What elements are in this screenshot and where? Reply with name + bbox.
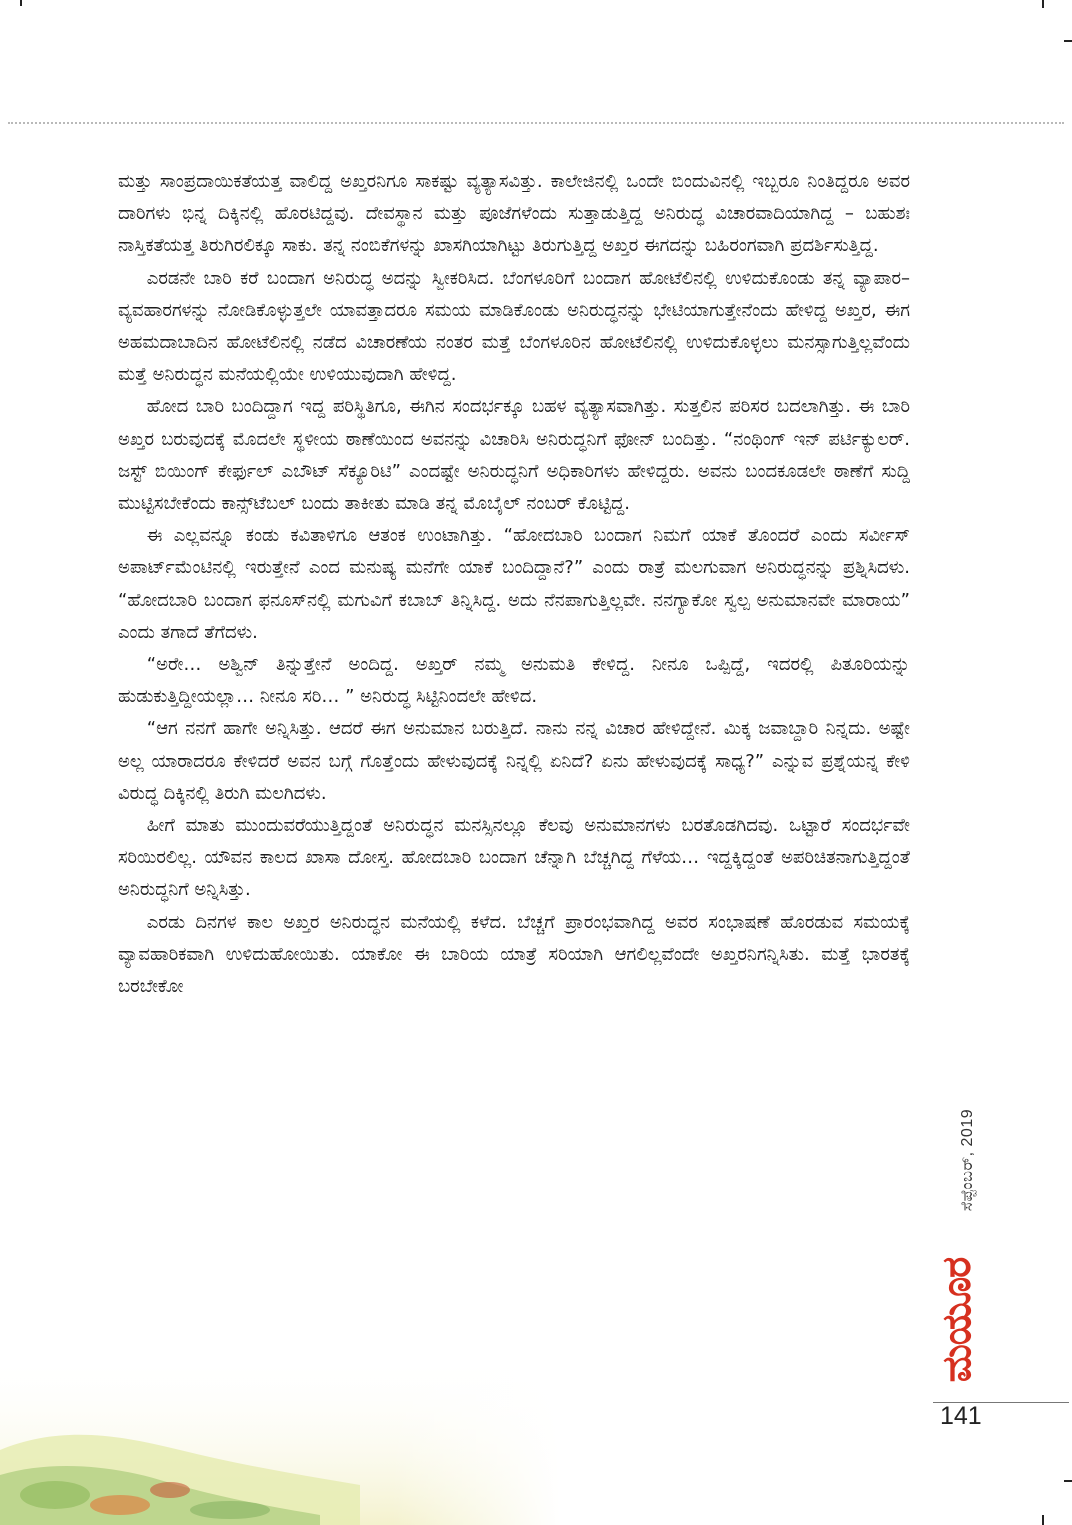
article-body bbox=[118, 166, 910, 1003]
crop-mark-right-bottom bbox=[1064, 1480, 1072, 1482]
paragraph: ಈ ಎಲ್ಲವನ್ನೂ ಕಂಡು ಕವಿತಾಳಿಗೂ ಆತಂಕ ಉಂಟಾಗಿತ್ತು. “ಹೋದಬಾರಿ ಬಂದಾಗ ನಿಮಗೆ ಯಾಕೆ ತೊಂದರೆ ಎಂದು ಸರ್ವೀಸ್ ಅಪಾರ್ಟ್‌ಮೆಂಟಿನಲ್ಲಿ ಇರುತ್ತೇನೆ ಎಂದ ಮನುಷ್ಯ ಮನೆಗೇ ಯಾಕೆ ಬಂದಿದ್ದಾನೆ?” ಎಂದು ರಾತ್ರೆ ಮಲಗುವಾಗ ಅನಿರುದ್ಧನನ್ನು ಪ್ರಶ್ನಿಸಿದಳು. “ಹೋದಬಾರಿ ಬಂದಾಗ ಫನೂಸ್‌ನಲ್ಲಿ ಮಗುವಿಗೆ ಕಬಾಬ್ ತಿನ್ನಿಸಿದ್ದ. ಅದು ನೆನಪಾಗುತ್ತಿಲ್ಲವೇ. ನನಗ್ಯಾಕೋ ಸ್ವಲ್ಪ ಅನುಮಾನವೇ ಮಾರಾಯ” ಎಂದು ತಗಾದೆ ತೆಗೆದಳು. bbox=[118, 525, 910, 643]
paragraph: ಹೋದ ಬಾರಿ ಬಂದಿದ್ದಾಗ ಇದ್ದ ಪರಿಸ್ಥಿತಿಗೂ, ಈಗಿನ ಸಂದರ್ಭಕ್ಕೂ ಬಹಳ ವ್ಯತ್ಯಾಸವಾಗಿತ್ತು. ಸುತ್ತಲಿನ ಪರಿಸರ ಬದಲಾಗಿತ್ತು. ಈ ಬಾರಿ ಅಖ್ತರ ಬರುವುದಕ್ಕೆ ಮೊದಲೇ ಸ್ಥಳೀಯ ಠಾಣೆಯಿಂದ ಅವನನ್ನು ವಿಚಾರಿಸಿ ಅನಿರುದ್ಧನಿಗೆ ಫೋನ್ ಬಂದಿತ್ತು. “ನಂಥಿಂಗ್ ಇನ್ ಪರ್ಟಿಕ್ಯುಲರ್. ಜಸ್ಟ್ ಬಿಯಿಂಗ್ ಕೇರ್ಫುಲ್ ಎಬೌಟ್ ಸೆಕ್ಯೂರಿಟಿ” ಎಂದಷ್ಟೇ ಅನಿರುದ್ಧನಿಗೆ ಅಧಿಕಾರಿಗಳು ಹೇಳಿದ್ದರು. ಅವನು ಬಂದಕೂಡಲೇ ಠಾಣೆಗೆ ಸುದ್ದಿ ಮುಟ್ಟಿಸಬೇಕೆಂದು ಕಾನ್ಸ್‌ಟೆಬಲ್ ಬಂದು ತಾಕೀತು ಮಾಡಿ ತನ್ನ ಮೊಬೈಲ್ ನಂಬರ್ ಕೊಟ್ಟಿದ್ದ. bbox=[118, 396, 910, 515]
paragraph: “ಆಗ ನನಗೆ ಹಾಗೇ ಅನ್ನಿಸಿತ್ತು. ಆದರೆ ಈಗ ಅನುಮಾನ ಬರುತ್ತಿದೆ. ನಾನು ನನ್ನ ವಿಚಾರ ಹೇಳಿದ್ದೇನೆ. ಮಿಕ್ಕ ಜವಾಬ್ದಾರಿ ನಿನ್ನದು. ಅಷ್ಟೇ ಅಲ್ಲ ಯಾರಾದರೂ ಕೇಳಿದರೆ ಅವನ ಬಗ್ಗೆ ಗೊತ್ತೆಂದು ಹೇಳುವುದಕ್ಕೆ ನಿನ್ನಲ್ಲಿ ಏನಿದೆ? ಏನು ಹೇಳುವುದಕ್ಕೆ ಸಾಧ್ಯ?” ಎನ್ನುವ ಪ್ರಶ್ನೆಯನ್ನ ಕೇಳಿ ವಿರುದ್ಧ ದಿಕ್ಕಿನಲ್ಲಿ ತಿರುಗಿ ಮಲಗಿದಳು. bbox=[118, 718, 910, 804]
paragraph: ಎರಡು ದಿನಗಳ ಕಾಲ ಅಖ್ತರ ಅನಿರುದ್ಧನ ಮನೆಯಲ್ಲಿ ಕಳೆದ. ಬೆಚ್ಚಗೆ ಪ್ರಾರಂಭವಾಗಿದ್ದ ಅವರ ಸಂಭಾಷಣೆ ಹೊರಡುವ ಸಮಯಕ್ಕೆ ವ್ಯಾವಹಾರಿಕವಾಗಿ ಉಳಿದುಹೋಯಿತು. ಯಾಕೋ ಈ ಬಾರಿಯ ಯಾತ್ರೆ ಸರಿಯಾಗಿ ಆಗಲಿಲ್ಲವೆಂದೇ ಅಖ್ತರನಿಗನ್ನಿಸಿತು. ಮತ್ತೆ ಭಾರತಕ್ಕೆ ಬರಬೇಕೋ bbox=[118, 911, 910, 998]
issue-date-text: ಸೆಪ್ಟೆಂಬರ್, 2019 bbox=[959, 1108, 976, 1212]
crop-mark-top-right bbox=[1042, 0, 1044, 8]
decorative-landscape-illustration bbox=[0, 1355, 560, 1525]
magazine-logo-text: ಮಯೂರ bbox=[934, 1257, 980, 1383]
magazine-logo bbox=[935, 1245, 979, 1395]
crop-mark-right-top bbox=[1064, 40, 1072, 42]
issue-date bbox=[958, 1085, 978, 1235]
paragraph: ಹೀಗೆ ಮಾತು ಮುಂದುವರೆಯುತ್ತಿದ್ದಂತೆ ಅನಿರುದ್ಧನ ಮನಸ್ಸಿನಲ್ಲೂ ಕೆಲವು ಅನುಮಾನಗಳು ಬರತೊಡಗಿದವು. ಒಟ್ಟಾರೆ ಸಂದರ್ಭವೇ ಸರಿಯಿರಲಿಲ್ಲ. ಯೌವನ ಕಾಲದ ಖಾಸಾ ದೋಸ್ತ. ಹೋದಬಾರಿ ಬಂದಾಗ ಚೆನ್ನಾಗಿ ಬೆಚ್ಚಗಿದ್ದ ಗೆಳೆಯ… ಇದ್ದಕ್ಕಿದ್ದಂತೆ ಅಪರಿಚಿತನಾಗುತ್ತಿದ್ದಂತೆ ಅನಿರುದ್ಧನಿಗೆ ಅನ್ನಿಸಿತ್ತು. bbox=[118, 815, 910, 901]
paragraph: ಮತ್ತು ಸಾಂಪ್ರದಾಯಿಕತೆಯತ್ತ ವಾಲಿದ್ದ ಅಖ್ತರನಿಗೂ ಸಾಕಷ್ಟು ವ್ಯತ್ಯಾಸವಿತ್ತು. ಕಾಲೇಜಿನಲ್ಲಿ ಒಂದೇ ಬಿಂದುವಿನಲ್ಲಿ ಇಬ್ಬರೂ ನಿಂತಿದ್ದರೂ ಅವರ ದಾರಿಗಳು ಭಿನ್ನ ದಿಕ್ಕಿನಲ್ಲಿ ಹೊರಟಿದ್ದವು. ದೇವಸ್ಥಾನ ಮತ್ತು ಪೂಜೆಗಳೆಂದು ಸುತ್ತಾಡುತ್ತಿದ್ದ ಅನಿರುದ್ಧ ವಿಚಾರವಾದಿಯಾಗಿದ್ದ – ಬಹುಶಃ ನಾಸ್ತಿಕತೆಯತ್ತ ತಿರುಗಿರಲಿಕ್ಕೂ ಸಾಕು. ತನ್ನ ನಂಬಿಕೆಗಳನ್ನು ಖಾಸಗಿಯಾಗಿಟ್ಟು ತಿರುಗುತ್ತಿದ್ದ ಅಖ್ತರ ಈಗದನ್ನು ಬಹಿರಂಗವಾಗಿ ಪ್ರದರ್ಶಿಸುತ್ತಿದ್ದ. bbox=[118, 171, 910, 257]
crop-mark-top-left bbox=[20, 0, 22, 6]
page-number: 141 bbox=[940, 1402, 982, 1430]
header-dotted-rule bbox=[8, 122, 1064, 124]
crop-mark-bottom-right bbox=[1042, 1515, 1044, 1525]
paragraph: ಎರಡನೇ ಬಾರಿ ಕರೆ ಬಂದಾಗ ಅನಿರುದ್ಧ ಅದನ್ನು ಸ್ವೀಕರಿಸಿದ. ಬೆಂಗಳೂರಿಗೆ ಬಂದಾಗ ಹೋಟೆಲಿನಲ್ಲಿ ಉಳಿದುಕೊಂಡು ತನ್ನ ವ್ಯಾಪಾರ–ವ್ಯವಹಾರಗಳನ್ನು ನೋಡಿಕೊಳ್ಳುತ್ತಲೇ ಯಾವತ್ತಾದರೂ ಸಮಯ ಮಾಡಿಕೊಂಡು ಅನಿರುದ್ಧನನ್ನು ಭೇಟಿಯಾಗುತ್ತೇನೆಂದು ಹೇಳಿದ್ದ ಅಖ್ತರ, ಈಗ ಅಹಮದಾಬಾದಿನ ಹೋಟೆಲಿನಲ್ಲಿ ನಡೆದ ವಿಚಾರಣೆಯ ನಂತರ ಮತ್ತೆ ಬೆಂಗಳೂರಿನ ಹೋಟೆಲಿನಲ್ಲಿ ಉಳಿದುಕೊಳ್ಳಲು ಮನಸ್ಸಾಗುತ್ತಿಲ್ಲವೆಂದು ಮತ್ತೆ ಅನಿರುದ್ಧನ ಮನೆಯಲ್ಲಿಯೇ ಉಳಿಯುವುದಾಗಿ ಹೇಳಿದ್ದ. bbox=[118, 267, 910, 386]
paragraph: “ಅರೇ… ಅಶ್ವಿನ್ ತಿನ್ನುತ್ತೇನೆ ಅಂದಿದ್ದ. ಅಖ್ತರ್ ನಮ್ಮ ಅನುಮತಿ ಕೇಳಿದ್ದ. ನೀನೂ ಒಪ್ಪಿದ್ದೆ, ಇದರಲ್ಲಿ ಪಿತೂರಿಯನ್ನು ಹುಡುಕುತ್ತಿದ್ದೀಯಲ್ಲಾ… ನೀನೂ ಸರಿ… ” ಅನಿರುದ್ಧ ಸಿಟ್ಟಿನಿಂದಲೇ ಹೇಳಿದ. bbox=[118, 654, 910, 708]
